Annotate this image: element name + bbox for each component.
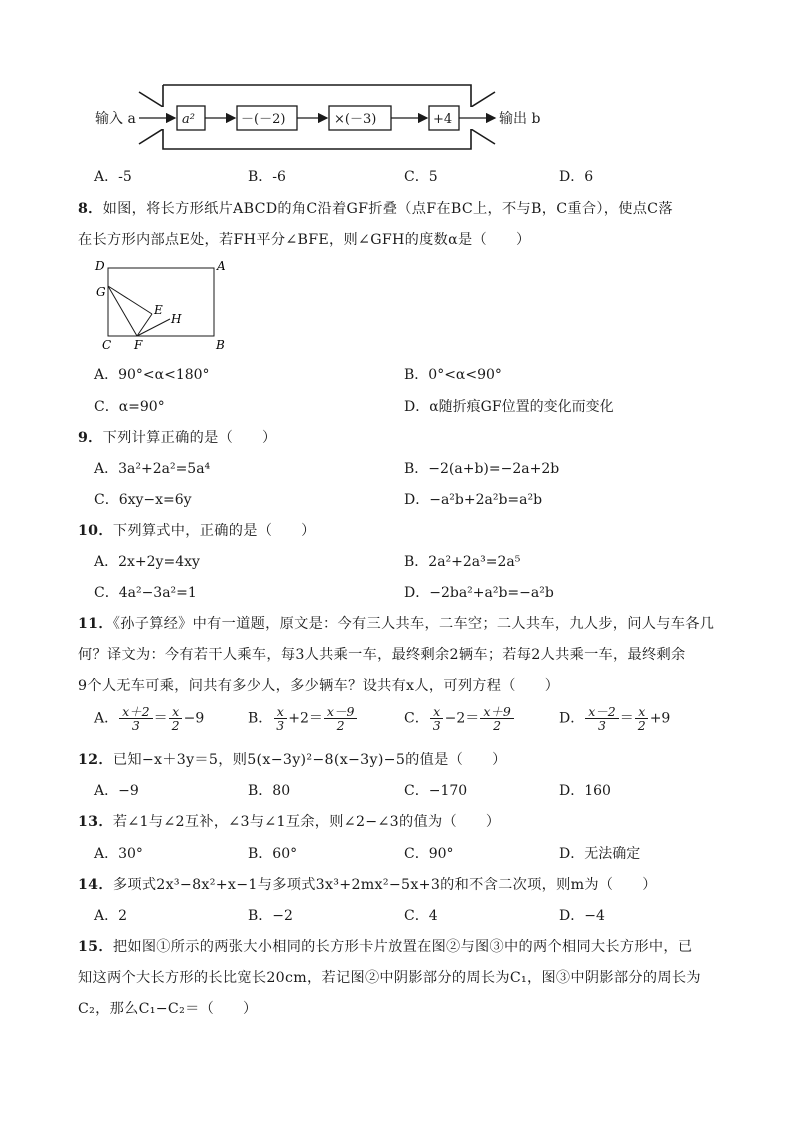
q14-option-a[interactable]: A．2 xyxy=(94,908,128,924)
q14-option-d[interactable]: D．−4 xyxy=(559,908,605,924)
denominator: 2 xyxy=(336,718,345,734)
q9-option-d[interactable]: D．−a²b+2a²b=a²b xyxy=(404,492,543,508)
label-f: F xyxy=(134,338,143,352)
q12-option-a[interactable]: A．−9 xyxy=(94,783,139,799)
q13-option-c[interactable]: C．90° xyxy=(404,846,454,862)
q11-option-a[interactable] xyxy=(94,705,204,732)
q11-option-c[interactable] xyxy=(404,705,515,732)
box-label-2: －(－2) xyxy=(241,112,286,127)
input-label: 输入 a xyxy=(95,111,136,127)
q9-option-c[interactable]: C．6xy−x=6y xyxy=(94,492,192,508)
denominator: 2 xyxy=(493,718,502,734)
option-letter: A． xyxy=(94,710,119,727)
q8-option-d[interactable]: D．α随折痕GF位置的变化而变化 xyxy=(404,399,614,415)
denominator: 2 xyxy=(637,718,646,734)
denominator: 3 xyxy=(432,718,441,734)
fraction xyxy=(480,705,514,732)
q7-option-d[interactable]: D．6 xyxy=(559,169,594,185)
flow-diagram xyxy=(95,82,555,154)
q8-line-2: 在长方形内部点E处，若FH平分∠BFE，则∠GFH的度数α是（ ） xyxy=(78,232,531,248)
box-label-3: ×(－3) xyxy=(334,112,377,127)
q7-option-c[interactable]: C．5 xyxy=(404,169,438,185)
q15-line-3: C₂，那么C₁−C₂＝（ ） xyxy=(78,1001,258,1017)
q13-option-d[interactable]: D．无法确定 xyxy=(559,846,641,862)
box-label-4: +4 xyxy=(433,112,453,127)
q11-text-1: 《孙子算经》中有一道题，原文是：今有三人共车，二车空；二人共车，九人步，问人与车各几 xyxy=(112,616,715,632)
q12-option-d[interactable]: D．160 xyxy=(559,783,611,799)
fraction xyxy=(585,705,619,732)
fraction xyxy=(273,705,287,732)
q12-option-c[interactable]: C．−170 xyxy=(404,783,468,799)
q11-line-1 xyxy=(78,613,714,633)
fold-line-gf xyxy=(108,286,137,336)
label-h: H xyxy=(171,312,182,326)
numerator: x＋9 xyxy=(480,705,514,719)
q8-line-1 xyxy=(78,198,673,218)
q10-option-c[interactable]: C．4a²−3a²=1 xyxy=(94,585,197,601)
q11-line-3: 9个人无车可乘，问共有多少人，多少辆车？设共有x人，可列方程（ ） xyxy=(78,678,560,694)
q13-option-b[interactable]: B．60° xyxy=(248,846,298,862)
q9-number: 9． xyxy=(78,430,103,446)
q12-number: 12． xyxy=(78,752,113,768)
q11-option-b[interactable] xyxy=(248,705,358,732)
q14-number: 14． xyxy=(78,877,113,893)
label-d: D xyxy=(95,259,105,273)
q8-figure xyxy=(92,256,242,356)
fraction xyxy=(635,705,649,732)
numerator: x－9 xyxy=(324,705,358,719)
q11-number: 11． xyxy=(78,616,113,632)
q13-number: 13． xyxy=(78,814,113,830)
q14-stem xyxy=(78,874,657,894)
q12-option-b[interactable]: B．80 xyxy=(248,783,291,799)
operator: +2＝ xyxy=(288,710,323,727)
option-letter: D． xyxy=(559,710,585,727)
q15-text-1: 把如图①所示的两张大小相同的长方形卡片放置在图②与图③中的两个相同大长方形中，已 xyxy=(112,939,693,955)
numerator: x xyxy=(430,705,443,719)
label-c: C xyxy=(102,338,112,352)
q9-text: 下列计算正确的是（ ） xyxy=(102,430,277,446)
q10-stem xyxy=(78,520,316,540)
operator: −2＝ xyxy=(444,710,480,727)
label-a: A xyxy=(217,259,226,273)
q15-number: 15． xyxy=(78,939,113,955)
q10-option-b[interactable]: B．2a²+2a³=2a⁵ xyxy=(404,554,521,570)
q10-text: 下列算式中，正确的是（ ） xyxy=(112,523,316,539)
flow-diagram-svg xyxy=(95,82,555,154)
q13-option-a[interactable]: A．30° xyxy=(94,846,143,862)
q11-option-d[interactable] xyxy=(559,705,670,732)
rectangle-abcd xyxy=(108,268,214,336)
numerator: x＋2 xyxy=(119,705,153,719)
line-ge xyxy=(108,286,152,314)
q13-stem xyxy=(78,811,500,831)
numerator: x－2 xyxy=(585,705,619,719)
q11-line-2: 何？译文为：今有若干人乘车，每3人共乘一车，最终剩余2辆车；若每2人共乘一车，最终剩余 xyxy=(78,647,686,663)
operator: ＝ xyxy=(619,710,634,727)
fraction xyxy=(119,705,153,732)
denominator: 3 xyxy=(276,718,285,734)
q8-number: 8． xyxy=(78,201,103,217)
q15-line-2: 知这两个大长方形的长比宽长20cm，若记图②中阴影部分的周长为C₁，图③中阴影部分的周长为 xyxy=(78,970,701,986)
option-letter: B． xyxy=(248,710,273,727)
q12-text: 已知−x＋3y＝5，则5(x−3y)²−8(x−3y)−5的值是（ ） xyxy=(112,752,507,768)
label-g: G xyxy=(96,285,106,299)
q10-option-d[interactable]: D．−2ba²+a²b=−a²b xyxy=(404,585,554,601)
q7-option-a[interactable]: A．-5 xyxy=(94,169,132,185)
q10-number: 10． xyxy=(78,523,113,539)
numerator: x xyxy=(635,705,648,719)
q14-option-c[interactable]: C．4 xyxy=(404,908,438,924)
q15-line-1 xyxy=(78,936,692,956)
q12-stem xyxy=(78,749,507,769)
denominator: 2 xyxy=(171,718,180,734)
q9-option-b[interactable]: B．−2(a+b)=−2a+2b xyxy=(404,461,560,477)
q8-option-c[interactable]: C．α=90° xyxy=(94,399,165,415)
q13-text: 若∠1与∠2互补，∠3与∠1互余，则∠2−∠3的值为（ ） xyxy=(112,814,501,830)
denominator: 3 xyxy=(598,718,606,734)
q8-figure-svg xyxy=(92,256,242,356)
q9-stem xyxy=(78,427,277,447)
tail: +9 xyxy=(649,710,671,727)
numerator: x xyxy=(169,705,182,719)
operator: ＝ xyxy=(153,710,168,727)
q10-option-a[interactable]: A．2x+2y=4xy xyxy=(94,554,200,570)
q8-text-1: 如图，将长方形纸片ABCD的角C沿着GF折叠（点F在BC上，不与B，C重合），使点C落 xyxy=(102,201,673,217)
q14-option-b[interactable]: B．−2 xyxy=(248,908,293,924)
q8-option-b[interactable]: B．0°<α<90° xyxy=(404,367,502,383)
numerator: x xyxy=(274,705,287,719)
q8-option-a[interactable]: A．90°<α<180° xyxy=(94,367,210,383)
q9-option-a[interactable]: A．3a²+2a²=5a⁴ xyxy=(94,461,211,477)
label-e: E xyxy=(154,303,163,317)
q7-option-b[interactable]: B．-6 xyxy=(248,169,286,185)
output-label: 输出 b xyxy=(499,111,541,127)
denominator: 3 xyxy=(131,718,140,734)
line-fe xyxy=(137,314,152,336)
box-label-1: a² xyxy=(182,112,195,127)
line-fh xyxy=(137,319,170,336)
tail: −9 xyxy=(183,710,205,727)
label-b: B xyxy=(216,338,225,352)
fraction xyxy=(324,705,358,732)
q14-text: 多项式2x³−8x²+x−1与多项式3x³+2mx²−5x+3的和不含二次项，则m为（ ） xyxy=(112,877,657,893)
fraction xyxy=(169,705,183,732)
option-letter: C． xyxy=(404,710,429,727)
fraction xyxy=(430,705,444,732)
